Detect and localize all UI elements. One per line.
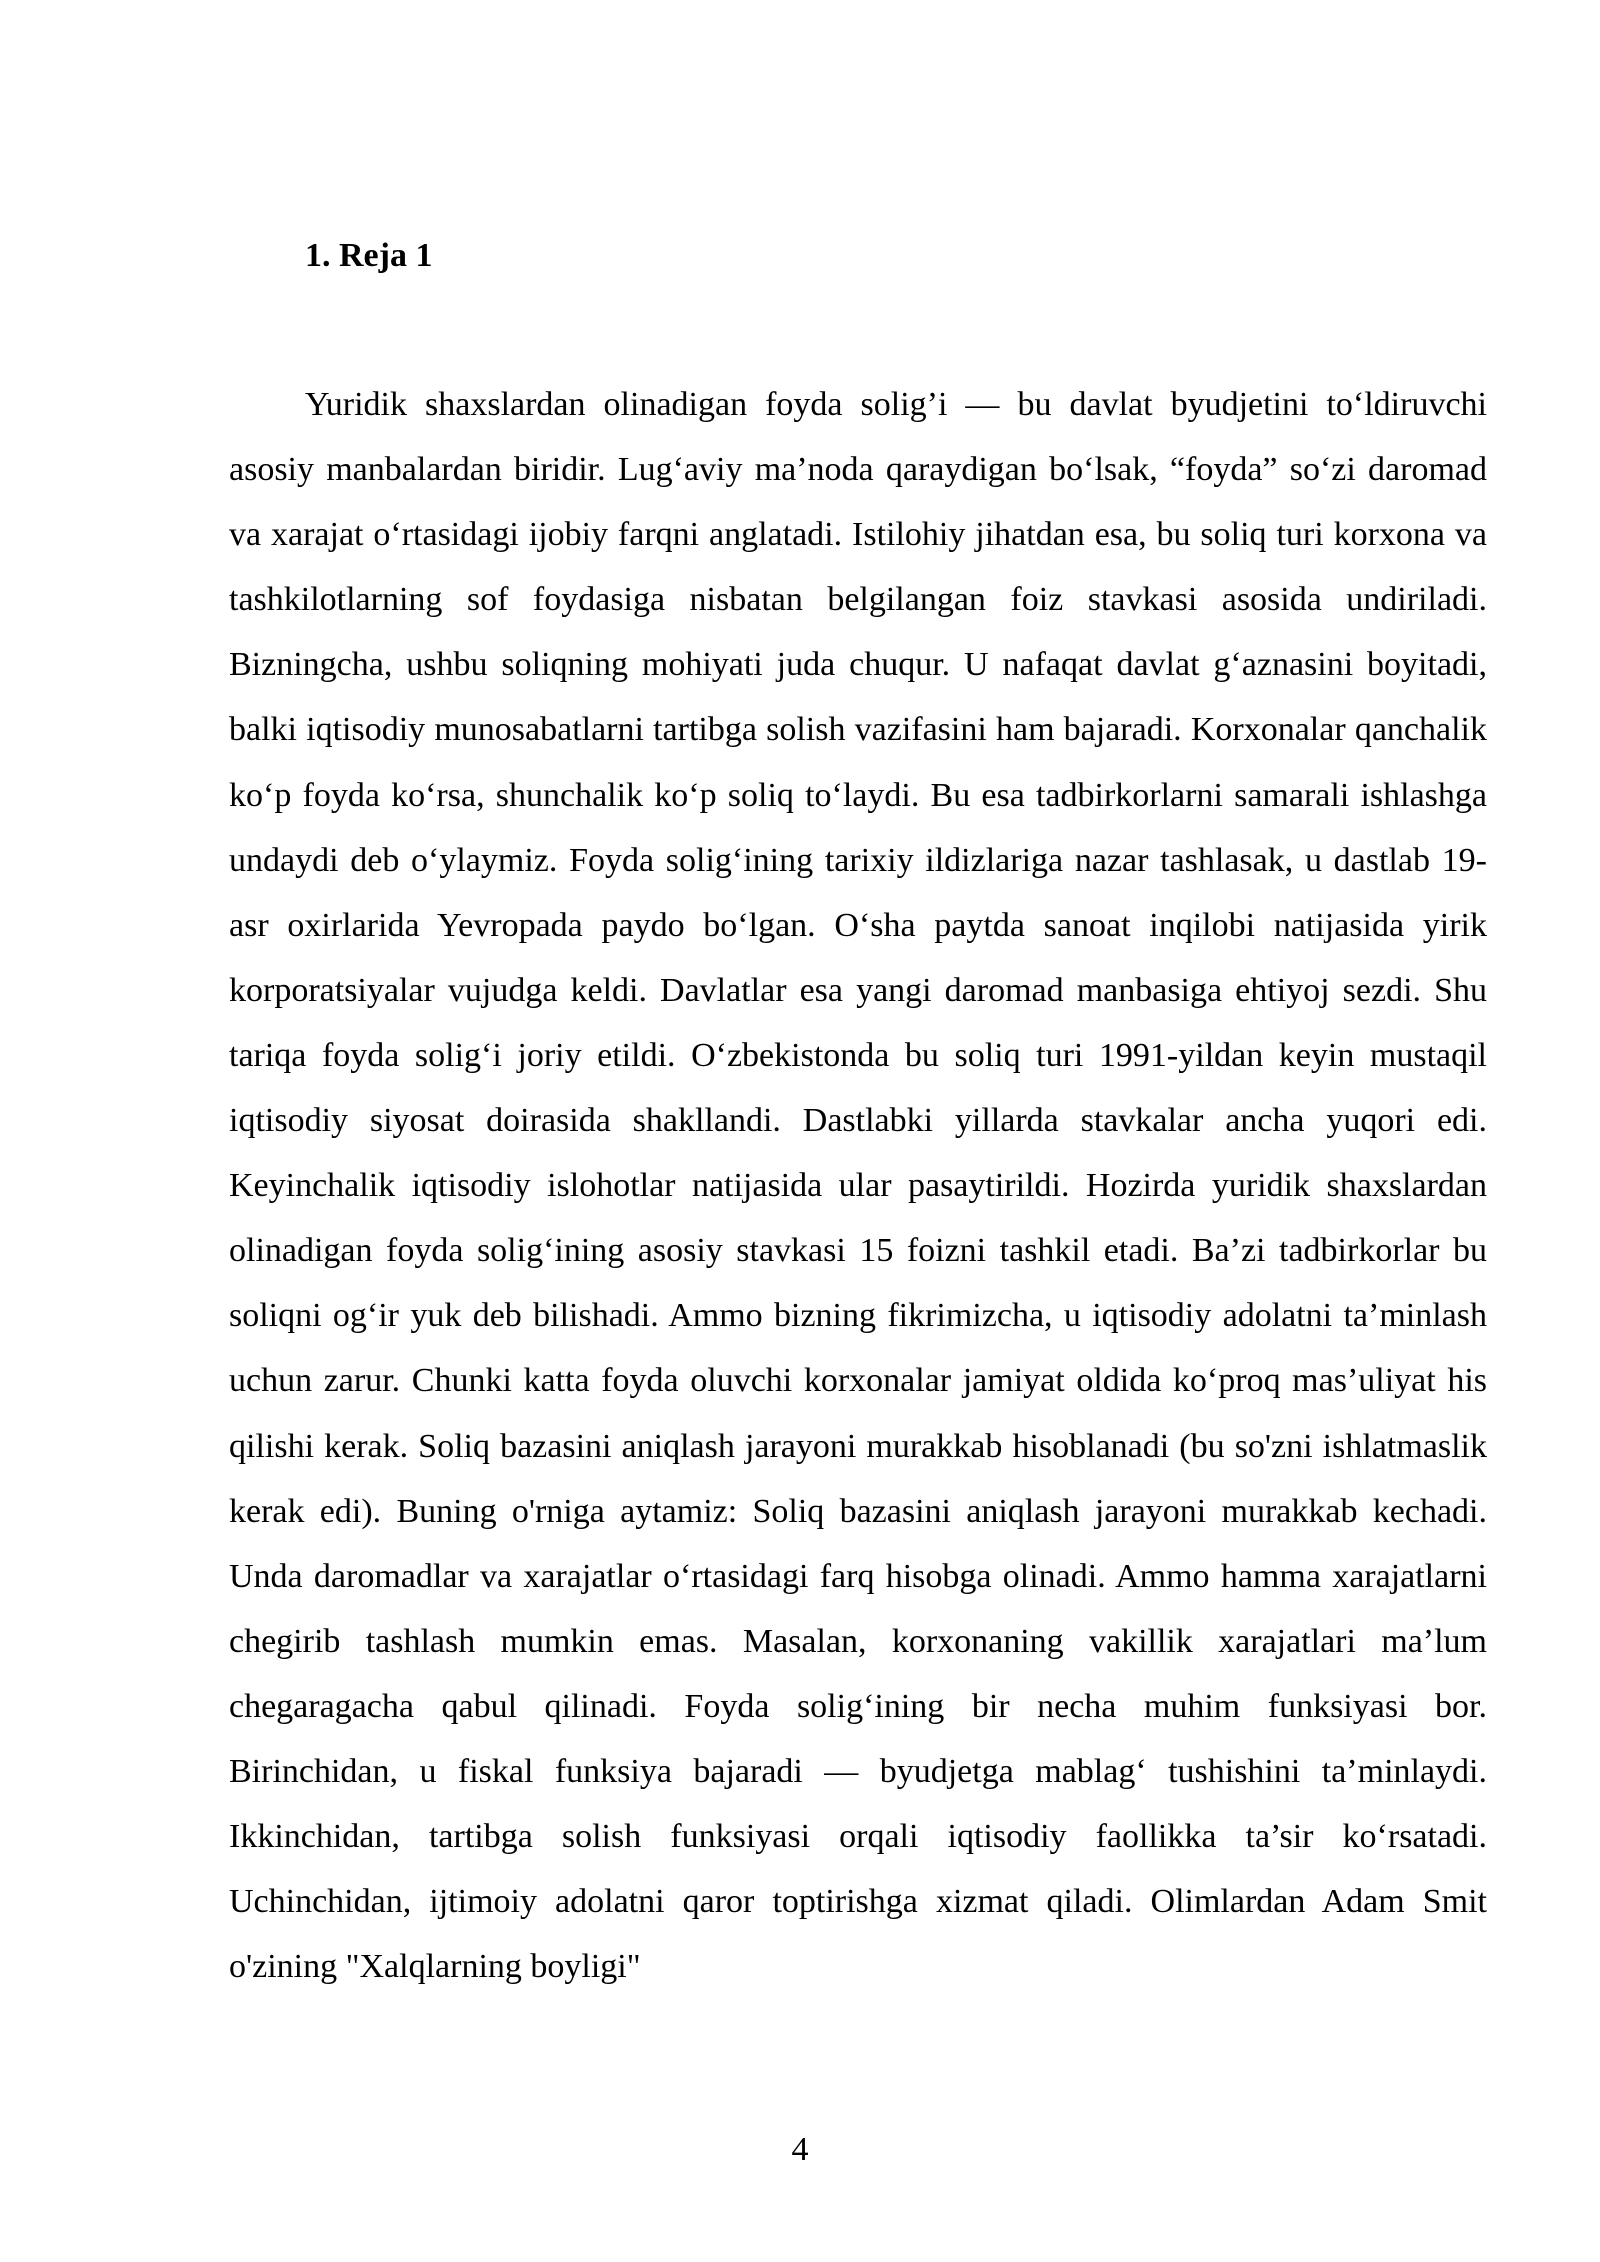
- page-number: 4: [791, 2131, 809, 2168]
- section-heading: 1. Reja 1: [305, 237, 433, 274]
- body-paragraph: Yuridik shaxslardan olinadigan foyda solig’i — bu davlat byudjetini to‘ldiruvchi asosiy manbalardan biridir. Lug‘aviy ma’noda qaraydigan bo‘lsak, “foyda” so‘zi daromad va xarajat o‘rtasidagi ijobiy farqni anglatadi. Istilohiy jihatdan esa, bu soliq turi korxona va tashkilotlarning sof foydasiga nisbatan belgilangan foiz stavkasi asosida undiriladi. Bizningcha, ushbu soliqning mohiyati juda chuqur. U nafaqat davlat g‘aznasini boyitadi, balki iqtisodiy munosabatlarni tartibga solish vazifasini ham bajaradi. Korxonalar qanchalik ko‘p foyda ko‘rsa, shunchalik ko‘p soliq to‘laydi. Bu esa tadbirkorlarni samarali ishlashga undaydi deb o‘ylaymiz. Foyda solig‘ining tarixiy ildizlariga nazar tashlasak, u dastlab 19-asr oxirlarida Yevropada paydo bo‘lgan. O‘sha paytda sanoat inqilobi natijasida yirik korporatsiyalar vujudga keldi. Davlatlar esa yangi daromad manbasiga ehtiyoj sezdi. Shu tariqa foyda solig‘i joriy etildi. O‘zbekistonda bu soliq turi 1991-yildan keyin mustaqil iqtisodiy siyosat doirasida shakllandi. Dastlabki yillarda stavkalar ancha yuqori edi. Keyinchalik iqtisodiy islohotlar natijasida ular pasaytirildi. Hozirda yuridik shaxslardan olinadigan foyda solig‘ining asosiy stavkasi 15 foizni tashkil etadi. Ba’zi tadbirkorlar bu soliqni og‘ir yuk deb bilishadi. Ammo bizning fikrimizcha, u iqtisodiy adolatni ta’minlash uchun zarur. Chunki katta foyda oluvchi korxonalar jamiyat oldida ko‘proq mas’uliyat his qilishi kerak. Soliq bazasini aniqlash jarayoni murakkab hisoblanadi (bu so'zni ishlatmaslik kerak edi). Buning o'rniga aytamiz: Soliq bazasini aniqlash jarayoni murakkab kechadi. Unda daromadlar va xarajatlar o‘rtasidagi farq hisobga olinadi. Ammo hamma xarajatlarni chegirib tashlash mumkin emas. Masalan, korxonaning vakillik xarajatlari ma’lum chegaragacha qabul qilinadi. Foyda solig‘ining bir necha muhim funksiyasi bor. Birinchidan, u fiskal funksiya bajaradi — byudjetga mablag‘ tushishini ta’minlaydi. Ikkinchidan, tartibga solish funksiyasi orqali iqtisodiy faollikka ta’sir ko‘rsatadi. Uchinchidan, ijtimoiy adolatni qaror toptirishga xizmat qiladi. Olimlardan Adam Smit o'zining "Xalqlarning boyligi": [229, 386, 1487, 1986]
